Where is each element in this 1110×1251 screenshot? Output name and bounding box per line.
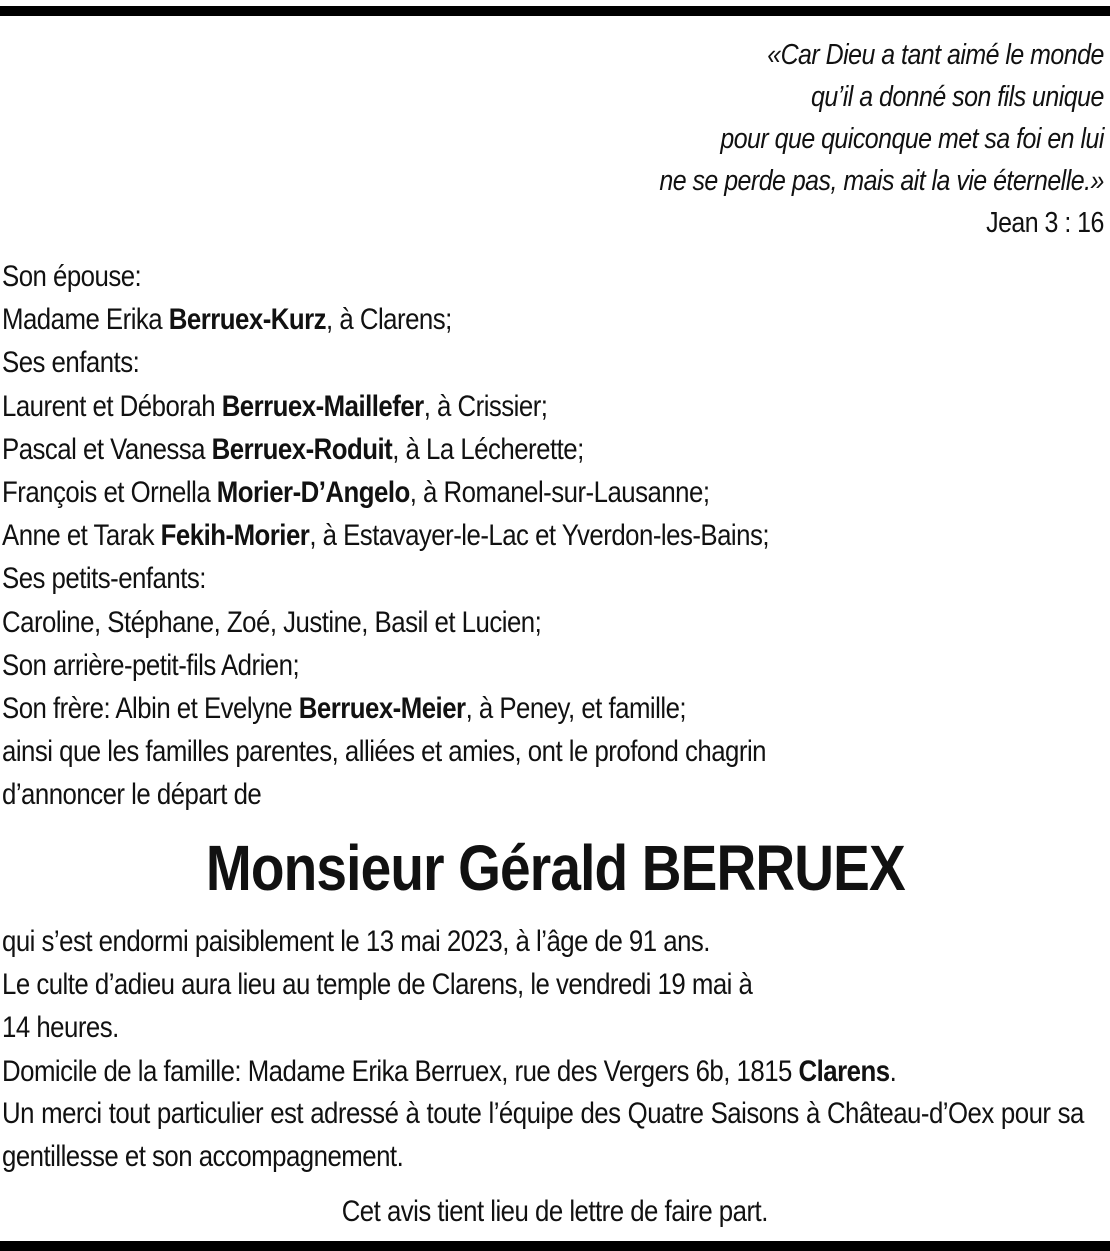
spouse-post: , à Clarens; xyxy=(326,303,452,337)
quote-line-2: qu’il a donné son fils unique xyxy=(811,81,1104,113)
child-pre: Laurent et Déborah xyxy=(2,389,222,423)
grandchildren-line: Caroline, Stéphane, Zoé, Justine, Basil et Lucien; xyxy=(2,605,542,639)
brother-post: , à Peney, et famille; xyxy=(465,692,687,726)
child-line xyxy=(2,514,769,557)
quote-line-4: ne se perde pas, mais ait la vie éternelle.» xyxy=(659,165,1104,197)
brother-name: Berruex-Meier xyxy=(298,692,466,726)
domicile-post: . xyxy=(889,1054,897,1088)
closing-line-1: ainsi que les familles parentes, alliées et amies, ont le profond chagrin xyxy=(2,735,767,769)
child-post: , à Romanel-sur-Lausanne; xyxy=(409,476,710,510)
great-grandson-line: Son arrière-petit-fils Adrien; xyxy=(2,648,300,682)
domicile-city: Clarens xyxy=(798,1054,890,1088)
details-line-2: Le culte d’adieu aura lieu au temple de Clarens, le vendredi 19 mai à xyxy=(2,968,753,1002)
brother-pre: Son frère: Albin et Evelyne xyxy=(2,692,299,726)
child-pre: Pascal et Vanessa xyxy=(2,432,212,466)
child-line xyxy=(2,385,769,428)
child-post: , à La Lécherette; xyxy=(392,432,584,466)
family-list xyxy=(2,255,769,817)
child-pre: François et Ornella xyxy=(2,476,217,510)
top-rule xyxy=(0,6,1110,16)
child-post: , à Crissier; xyxy=(423,389,548,423)
child-name: Fekih-Morier xyxy=(160,519,310,553)
quote-reference: Jean 3 : 16 xyxy=(986,207,1104,239)
child-line xyxy=(2,471,769,514)
brother-line xyxy=(2,687,769,730)
deceased-name xyxy=(0,828,1110,908)
child-post: , à Estavayer-le-Lac et Yverdon-les-Bains; xyxy=(309,519,770,553)
bible-quote xyxy=(660,34,1104,244)
bottom-rule xyxy=(0,1241,1110,1251)
thanks-paragraph: Un merci tout particulier est adressé à toute l’équipe des Quatre Saisons à Château-d’Oex pour sa gentillesse et son accompagnement. xyxy=(2,1097,1084,1174)
domicile-line xyxy=(2,1050,896,1093)
details-block xyxy=(2,920,896,1093)
quote-line-1: «Car Dieu a tant aimé le monde xyxy=(767,39,1104,71)
quote-line-3: pour que quiconque met sa foi en lui xyxy=(720,123,1104,155)
deceased-name-text: Monsieur Gérald BERRUEX xyxy=(205,832,905,904)
footer-note-text: Cet avis tient lieu de lettre de faire part. xyxy=(341,1195,769,1228)
closing-line-2: d’annoncer le départ de xyxy=(2,778,262,812)
spouse-name: Berruex-Kurz xyxy=(168,303,327,337)
child-name: Berruex-Maillefer xyxy=(221,389,424,423)
grandchildren-heading: Ses petits-enfants: xyxy=(2,562,206,596)
child-pre: Anne et Tarak xyxy=(2,519,161,553)
details-line-1: qui s’est endormi paisiblement le 13 mai 2023, à l’âge de 91 ans. xyxy=(2,925,710,958)
child-line xyxy=(2,428,769,471)
domicile-pre: Domicile de la famille: Madame Erika Berruex, rue des Vergers 6b, 1815 xyxy=(2,1054,799,1088)
spouse-heading: Son épouse: xyxy=(2,260,142,293)
child-name: Berruex-Roduit xyxy=(211,432,393,466)
spouse-pre: Madame Erika xyxy=(2,303,169,337)
details-line-3: 14 heures. xyxy=(2,1011,119,1045)
footer-note xyxy=(0,1190,1110,1233)
spouse-line xyxy=(2,298,769,341)
children-heading: Ses enfants: xyxy=(2,346,140,380)
child-name: Morier-D’Angelo xyxy=(216,476,410,510)
